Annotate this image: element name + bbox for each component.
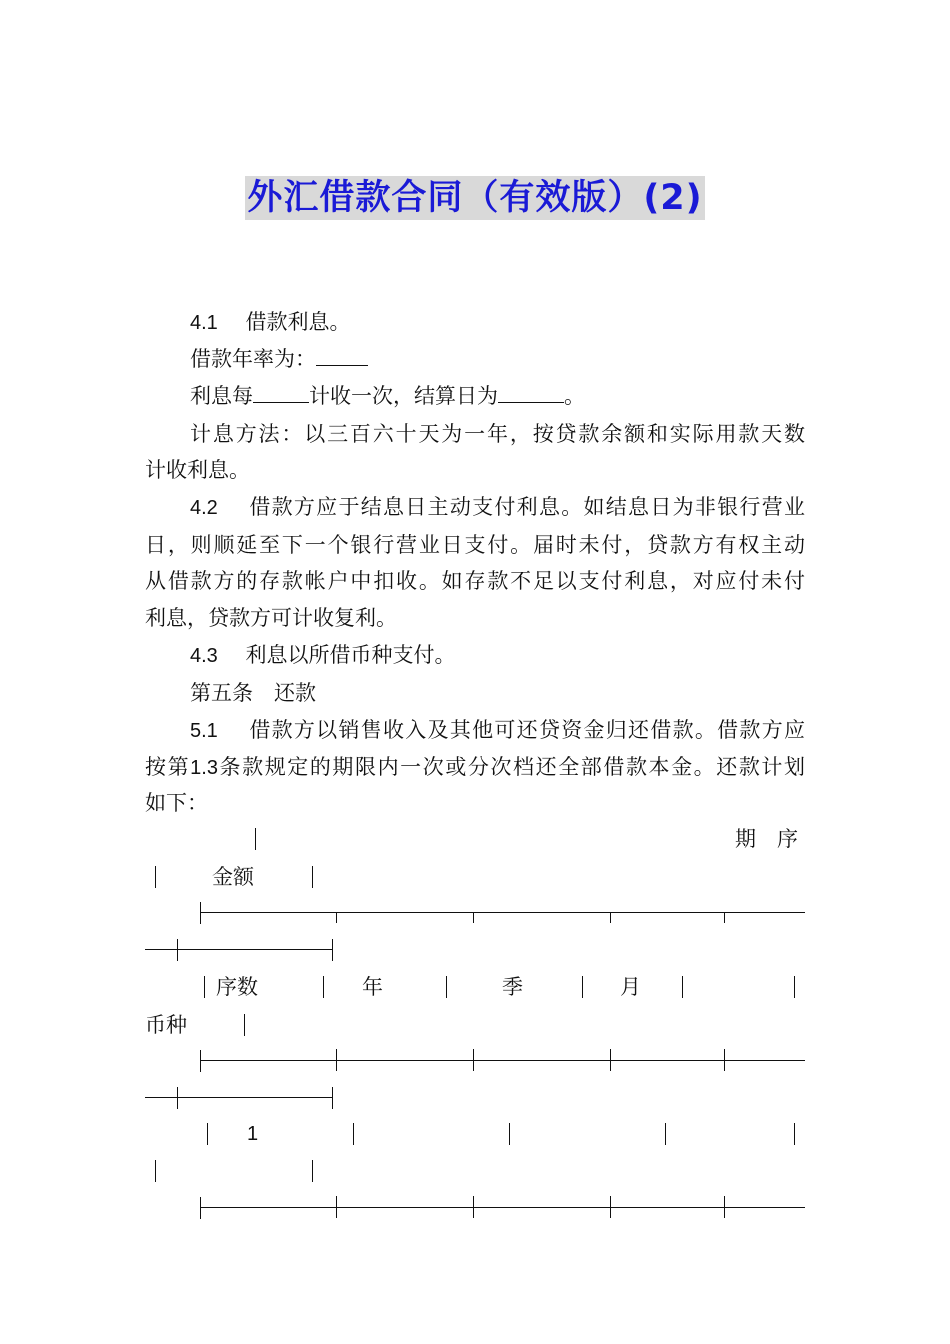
clause-5-1-line2 <box>145 753 805 782</box>
title-wrap <box>0 176 950 220</box>
clause-text: 借款方以销售收入及其他可还贷资金归还借款。借款方应 <box>249 718 805 742</box>
col-season: 季 <box>502 975 523 999</box>
clause-text: 利息以所借币种支付。 <box>245 643 456 667</box>
table-border <box>312 1160 313 1182</box>
interest-line <box>190 382 585 410</box>
table-head-period: 期 序 <box>735 827 798 851</box>
col-month: 月 <box>620 975 641 999</box>
table-border <box>323 976 324 998</box>
clause-reference: 1.3 <box>190 757 218 779</box>
table-border <box>610 1049 611 1071</box>
table-border <box>353 1123 354 1145</box>
interest-end: 。 <box>564 384 585 408</box>
table-border <box>724 1196 725 1218</box>
table-border <box>332 939 333 961</box>
table-border <box>332 1087 333 1109</box>
clause-text: 借款方应于结息日主动支付利息。如结息日为非银行营业 <box>249 495 805 519</box>
article-5-heading: 第五条 还款 <box>190 681 316 705</box>
col-seq: 序数 <box>216 975 258 999</box>
clause-number: 5.1 <box>190 720 218 742</box>
table-rule <box>145 1097 333 1098</box>
settlement-date-blank <box>498 382 564 403</box>
interest-prefix: 利息每 <box>190 384 253 408</box>
rate-line <box>190 345 368 373</box>
table-border <box>473 912 474 923</box>
table-border <box>336 912 337 923</box>
table-rule <box>200 1207 805 1208</box>
interest-middle: 计收一次，结算日为 <box>309 384 498 408</box>
clause-4-2-line1 <box>190 493 805 522</box>
interest-period-blank <box>253 382 309 403</box>
clause-4-2-line3: 从借款方的存款帐户中扣收。如存款不足以支付利息，对应付未付 <box>145 569 805 593</box>
table-border <box>312 866 313 888</box>
row1-seq: 1 <box>247 1123 259 1145</box>
table-border <box>665 1123 666 1145</box>
table-border <box>200 902 201 924</box>
method-line-1: 计息方法：以三百六十天为一年，按贷款余额和实际用款天数 <box>190 422 805 446</box>
col-year: 年 <box>362 975 383 999</box>
table-rule <box>145 949 333 950</box>
document-title: 外汇借款合同（有效版）(2) <box>247 178 703 218</box>
clause-text: 按第 <box>145 755 191 779</box>
table-border <box>724 912 725 923</box>
rate-label: 借款年率为： <box>190 347 316 371</box>
table-rule <box>200 912 805 913</box>
table-border <box>155 1160 156 1182</box>
table-border <box>446 976 447 998</box>
col-currency: 币种 <box>145 1013 187 1037</box>
clause-5-1-line1 <box>190 716 805 745</box>
clause-4-1 <box>190 308 351 337</box>
table-head-amount: 金额 <box>212 865 254 889</box>
clause-number: 4.3 <box>190 645 218 667</box>
table-border <box>255 828 256 850</box>
clause-4-2-line2: 日，则顺延至下一个银行营业日支付。届时未付，贷款方有权主动 <box>145 533 805 557</box>
table-border <box>200 1050 201 1072</box>
table-border <box>177 1087 178 1109</box>
table-rule <box>200 1060 805 1061</box>
table-border <box>610 912 611 923</box>
table-border <box>794 976 795 998</box>
table-border <box>473 1196 474 1218</box>
table-border <box>177 939 178 961</box>
table-border <box>509 1123 510 1145</box>
clause-4-3 <box>190 641 456 670</box>
table-border <box>582 976 583 998</box>
clause-5-1-line3: 如下： <box>145 791 208 815</box>
table-border <box>473 1049 474 1071</box>
table-border <box>682 976 683 998</box>
table-border <box>244 1014 245 1036</box>
table-border <box>207 1123 208 1145</box>
table-border <box>336 1196 337 1218</box>
table-border <box>610 1196 611 1218</box>
method-line-2: 计收利息。 <box>145 458 250 482</box>
table-border <box>724 1049 725 1071</box>
clause-number: 4.1 <box>190 312 218 334</box>
table-border <box>336 1049 337 1071</box>
table-border <box>200 1197 201 1219</box>
rate-blank <box>316 345 368 366</box>
clause-number: 4.2 <box>190 497 218 519</box>
clause-text: 借款利息。 <box>245 310 351 334</box>
table-border <box>204 976 205 998</box>
clause-text: 条款规定的期限内一次或分次档还全部借款本金。还款计划 <box>217 755 805 779</box>
table-border <box>794 1123 795 1145</box>
clause-4-2-line4: 利息，贷款方可计收复利。 <box>145 606 397 630</box>
table-border <box>155 866 156 888</box>
